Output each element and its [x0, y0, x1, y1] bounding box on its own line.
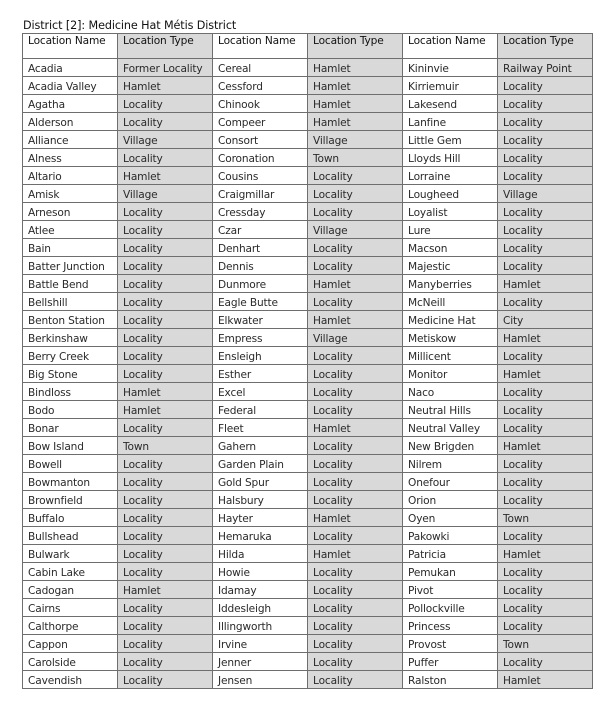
location-name-cell: Howie [213, 563, 308, 581]
location-name-cell: Iddesleigh [213, 599, 308, 617]
location-type-cell: Hamlet [308, 419, 403, 437]
table-row [23, 185, 593, 203]
location-type-cell: Locality [308, 527, 403, 545]
location-type-cell: Locality [498, 599, 593, 617]
location-type-cell: Locality [498, 653, 593, 671]
location-name-cell: Big Stone [23, 365, 118, 383]
location-name-cell: Cabin Lake [23, 563, 118, 581]
table-row [23, 203, 593, 221]
location-type-cell: Hamlet [498, 275, 593, 293]
table-row [23, 581, 593, 599]
location-name-cell: Pakowki [403, 527, 498, 545]
location-type-cell: Town [118, 437, 213, 455]
location-type-cell: Locality [308, 185, 403, 203]
table-row [23, 59, 593, 77]
location-type-cell: Locality [308, 257, 403, 275]
location-name-cell: Berry Creek [23, 347, 118, 365]
location-name-cell: Hemaruka [213, 527, 308, 545]
location-name-cell: Coronation [213, 149, 308, 167]
location-name-cell: Empress [213, 329, 308, 347]
header-location-type: Location Type [118, 34, 213, 59]
location-type-cell: Locality [308, 437, 403, 455]
location-type-cell: Locality [118, 203, 213, 221]
location-type-cell: Locality [308, 473, 403, 491]
location-name-cell: Alness [23, 149, 118, 167]
location-name-cell: Cappon [23, 635, 118, 653]
location-type-cell: Locality [308, 239, 403, 257]
table-row [23, 383, 593, 401]
location-type-cell: Locality [498, 491, 593, 509]
location-type-cell: Hamlet [118, 383, 213, 401]
location-name-cell: Lougheed [403, 185, 498, 203]
location-name-cell: Loyalist [403, 203, 498, 221]
location-type-cell: Locality [498, 617, 593, 635]
location-type-cell: Hamlet [308, 113, 403, 131]
location-type-cell: Hamlet [308, 95, 403, 113]
location-type-cell: Town [308, 149, 403, 167]
location-type-cell: Locality [308, 383, 403, 401]
table-row [23, 77, 593, 95]
location-type-cell: Village [118, 185, 213, 203]
location-name-cell: Naco [403, 383, 498, 401]
location-name-cell: Kirriemuir [403, 77, 498, 95]
location-type-cell: Locality [118, 671, 213, 689]
location-name-cell: Ensleigh [213, 347, 308, 365]
location-name-cell: Esther [213, 365, 308, 383]
location-type-cell: Locality [498, 239, 593, 257]
location-type-cell: Village [308, 221, 403, 239]
location-type-cell: Locality [498, 455, 593, 473]
location-name-cell: Arneson [23, 203, 118, 221]
location-type-cell: Hamlet [308, 311, 403, 329]
location-name-cell: Pemukan [403, 563, 498, 581]
location-name-cell: Bain [23, 239, 118, 257]
location-name-cell: Cessford [213, 77, 308, 95]
location-type-cell: Locality [118, 527, 213, 545]
location-name-cell: Lorraine [403, 167, 498, 185]
location-name-cell: Hilda [213, 545, 308, 563]
location-name-cell: Jenner [213, 653, 308, 671]
table-row [23, 437, 593, 455]
location-name-cell: Bowmanton [23, 473, 118, 491]
location-type-cell: Locality [308, 365, 403, 383]
location-type-cell: Locality [498, 203, 593, 221]
location-name-cell: Calthorpe [23, 617, 118, 635]
location-type-cell: Locality [498, 95, 593, 113]
location-name-cell: Medicine Hat [403, 311, 498, 329]
location-name-cell: Neutral Valley [403, 419, 498, 437]
location-name-cell: Berkinshaw [23, 329, 118, 347]
location-type-cell: Locality [498, 149, 593, 167]
location-name-cell: Cavendish [23, 671, 118, 689]
location-name-cell: Consort [213, 131, 308, 149]
location-name-cell: Bow Island [23, 437, 118, 455]
location-type-cell: Locality [118, 95, 213, 113]
header-row [23, 34, 593, 59]
location-name-cell: Nilrem [403, 455, 498, 473]
location-type-cell: Town [498, 635, 593, 653]
location-type-cell: Locality [498, 401, 593, 419]
location-name-cell: Pivot [403, 581, 498, 599]
table-row [23, 149, 593, 167]
table-row [23, 257, 593, 275]
location-name-cell: Eagle Butte [213, 293, 308, 311]
location-name-cell: Halsbury [213, 491, 308, 509]
location-name-cell: Gold Spur [213, 473, 308, 491]
location-name-cell: Lanfine [403, 113, 498, 131]
location-type-cell: Locality [118, 473, 213, 491]
location-name-cell: Manyberries [403, 275, 498, 293]
location-name-cell: Lloyds Hill [403, 149, 498, 167]
location-name-cell: Illingworth [213, 617, 308, 635]
location-name-cell: Batter Junction [23, 257, 118, 275]
table-row [23, 239, 593, 257]
table-row [23, 329, 593, 347]
location-type-cell: Locality [118, 239, 213, 257]
location-name-cell: Bellshill [23, 293, 118, 311]
location-type-cell: Locality [118, 347, 213, 365]
location-name-cell: Carolside [23, 653, 118, 671]
location-name-cell: Neutral Hills [403, 401, 498, 419]
location-name-cell: Federal [213, 401, 308, 419]
location-name-cell: Millicent [403, 347, 498, 365]
header-location-type: Location Type [498, 34, 593, 59]
header-location-name: Location Name [403, 34, 498, 59]
location-type-cell: Hamlet [308, 59, 403, 77]
location-type-cell: Locality [308, 635, 403, 653]
location-type-cell: City [498, 311, 593, 329]
location-name-cell: Orion [403, 491, 498, 509]
location-type-cell: Locality [308, 491, 403, 509]
location-type-cell: Locality [118, 599, 213, 617]
location-type-cell: Locality [498, 581, 593, 599]
location-name-cell: Atlee [23, 221, 118, 239]
location-name-cell: Alderson [23, 113, 118, 131]
location-type-cell: Hamlet [498, 545, 593, 563]
location-type-cell: Locality [118, 563, 213, 581]
location-type-cell: Locality [498, 77, 593, 95]
location-name-cell: Onefour [403, 473, 498, 491]
table-caption: District [2]: Medicine Hat Métis District [23, 19, 237, 32]
location-type-cell: Village [308, 131, 403, 149]
location-name-cell: Oyen [403, 509, 498, 527]
location-type-cell: Locality [498, 527, 593, 545]
location-type-cell: Locality [308, 167, 403, 185]
location-name-cell: Dennis [213, 257, 308, 275]
location-name-cell: Pollockville [403, 599, 498, 617]
location-type-cell: Locality [308, 401, 403, 419]
location-type-cell: Locality [498, 293, 593, 311]
table-row [23, 671, 593, 689]
location-name-cell: Battle Bend [23, 275, 118, 293]
location-type-cell: Hamlet [308, 77, 403, 95]
location-type-cell: Hamlet [308, 509, 403, 527]
location-type-cell: Railway Point [498, 59, 593, 77]
location-name-cell: Buffalo [23, 509, 118, 527]
table-row [23, 365, 593, 383]
table-row [23, 635, 593, 653]
location-name-cell: Bodo [23, 401, 118, 419]
location-type-cell: Locality [498, 167, 593, 185]
table-row [23, 401, 593, 419]
location-name-cell: Majestic [403, 257, 498, 275]
table-row [23, 293, 593, 311]
table-row [23, 167, 593, 185]
table-row [23, 221, 593, 239]
location-type-cell: Hamlet [498, 671, 593, 689]
location-name-cell: Irvine [213, 635, 308, 653]
location-type-cell: Locality [118, 311, 213, 329]
location-name-cell: Bullshead [23, 527, 118, 545]
location-type-cell: Locality [308, 599, 403, 617]
location-name-cell: Cadogan [23, 581, 118, 599]
location-name-cell: Bowell [23, 455, 118, 473]
location-name-cell: Ralston [403, 671, 498, 689]
location-name-cell: Jensen [213, 671, 308, 689]
location-name-cell: Amisk [23, 185, 118, 203]
location-name-cell: Cereal [213, 59, 308, 77]
location-type-cell: Locality [118, 149, 213, 167]
location-name-cell: Bindloss [23, 383, 118, 401]
table-row [23, 491, 593, 509]
location-type-cell: Locality [118, 509, 213, 527]
location-type-cell: Former Locality [118, 59, 213, 77]
location-type-cell: Hamlet [498, 437, 593, 455]
location-name-cell: Macson [403, 239, 498, 257]
location-type-cell: Hamlet [498, 365, 593, 383]
location-name-cell: Cressday [213, 203, 308, 221]
location-name-cell: Lakesend [403, 95, 498, 113]
location-type-cell: Hamlet [118, 581, 213, 599]
location-name-cell: Patricia [403, 545, 498, 563]
table-row [23, 311, 593, 329]
location-type-cell: Locality [308, 671, 403, 689]
table-row [23, 275, 593, 293]
header-location-type: Location Type [308, 34, 403, 59]
location-name-cell: Acadia [23, 59, 118, 77]
table-row [23, 599, 593, 617]
location-type-cell: Locality [498, 347, 593, 365]
location-name-cell: Provost [403, 635, 498, 653]
location-name-cell: Dunmore [213, 275, 308, 293]
location-type-cell: Locality [498, 473, 593, 491]
table-row [23, 509, 593, 527]
location-name-cell: Princess [403, 617, 498, 635]
table-row [23, 419, 593, 437]
location-type-cell: Village [498, 185, 593, 203]
location-type-cell: Village [308, 329, 403, 347]
location-name-cell: New Brigden [403, 437, 498, 455]
table-row [23, 131, 593, 149]
location-type-cell: Town [498, 509, 593, 527]
table-row [23, 653, 593, 671]
table-row [23, 455, 593, 473]
location-name-cell: Fleet [213, 419, 308, 437]
location-type-cell: Locality [308, 617, 403, 635]
location-type-cell: Village [118, 131, 213, 149]
location-type-cell: Hamlet [308, 545, 403, 563]
table-row [23, 545, 593, 563]
table-row [23, 563, 593, 581]
header-location-name: Location Name [23, 34, 118, 59]
location-type-cell: Hamlet [118, 401, 213, 419]
location-type-cell: Locality [498, 257, 593, 275]
location-type-cell: Locality [118, 491, 213, 509]
location-name-cell: Elkwater [213, 311, 308, 329]
location-name-cell: Czar [213, 221, 308, 239]
table-row [23, 347, 593, 365]
location-name-cell: Idamay [213, 581, 308, 599]
location-name-cell: McNeill [403, 293, 498, 311]
location-name-cell: Cousins [213, 167, 308, 185]
location-type-cell: Hamlet [498, 329, 593, 347]
location-type-cell: Locality [118, 275, 213, 293]
location-name-cell: Denhart [213, 239, 308, 257]
table-row [23, 527, 593, 545]
locations-table [22, 33, 593, 689]
location-name-cell: Craigmillar [213, 185, 308, 203]
location-name-cell: Cairns [23, 599, 118, 617]
location-type-cell: Locality [118, 635, 213, 653]
location-type-cell: Locality [118, 257, 213, 275]
location-type-cell: Hamlet [118, 77, 213, 95]
location-type-cell: Locality [308, 581, 403, 599]
location-type-cell: Locality [118, 293, 213, 311]
location-name-cell: Brownfield [23, 491, 118, 509]
location-name-cell: Monitor [403, 365, 498, 383]
location-type-cell: Locality [118, 113, 213, 131]
location-name-cell: Chinook [213, 95, 308, 113]
location-name-cell: Puffer [403, 653, 498, 671]
location-name-cell: Agatha [23, 95, 118, 113]
location-name-cell: Bulwark [23, 545, 118, 563]
table-body [23, 59, 593, 689]
location-name-cell: Hayter [213, 509, 308, 527]
location-name-cell: Metiskow [403, 329, 498, 347]
table-row [23, 95, 593, 113]
location-name-cell: Kininvie [403, 59, 498, 77]
location-type-cell: Locality [118, 617, 213, 635]
location-type-cell: Locality [308, 203, 403, 221]
location-type-cell: Locality [498, 419, 593, 437]
location-type-cell: Locality [118, 419, 213, 437]
location-type-cell: Locality [118, 365, 213, 383]
location-type-cell: Locality [308, 563, 403, 581]
location-name-cell: Little Gem [403, 131, 498, 149]
location-name-cell: Alliance [23, 131, 118, 149]
location-name-cell: Benton Station [23, 311, 118, 329]
location-type-cell: Locality [308, 455, 403, 473]
location-name-cell: Bonar [23, 419, 118, 437]
location-name-cell: Garden Plain [213, 455, 308, 473]
location-type-cell: Locality [498, 113, 593, 131]
table-row [23, 473, 593, 491]
location-type-cell: Locality [498, 131, 593, 149]
location-type-cell: Locality [118, 653, 213, 671]
location-type-cell: Locality [118, 221, 213, 239]
location-name-cell: Gahern [213, 437, 308, 455]
location-type-cell: Locality [308, 347, 403, 365]
location-name-cell: Lure [403, 221, 498, 239]
location-type-cell: Locality [308, 653, 403, 671]
location-type-cell: Locality [118, 455, 213, 473]
location-name-cell: Excel [213, 383, 308, 401]
location-type-cell: Locality [498, 221, 593, 239]
location-name-cell: Acadia Valley [23, 77, 118, 95]
location-type-cell: Locality [498, 383, 593, 401]
location-type-cell: Hamlet [308, 275, 403, 293]
header-location-name: Location Name [213, 34, 308, 59]
location-type-cell: Locality [118, 329, 213, 347]
location-name-cell: Compeer [213, 113, 308, 131]
table-row [23, 113, 593, 131]
location-type-cell: Hamlet [118, 167, 213, 185]
location-name-cell: Altario [23, 167, 118, 185]
location-type-cell: Locality [308, 293, 403, 311]
table-row [23, 617, 593, 635]
location-type-cell: Locality [498, 563, 593, 581]
location-type-cell: Locality [118, 545, 213, 563]
